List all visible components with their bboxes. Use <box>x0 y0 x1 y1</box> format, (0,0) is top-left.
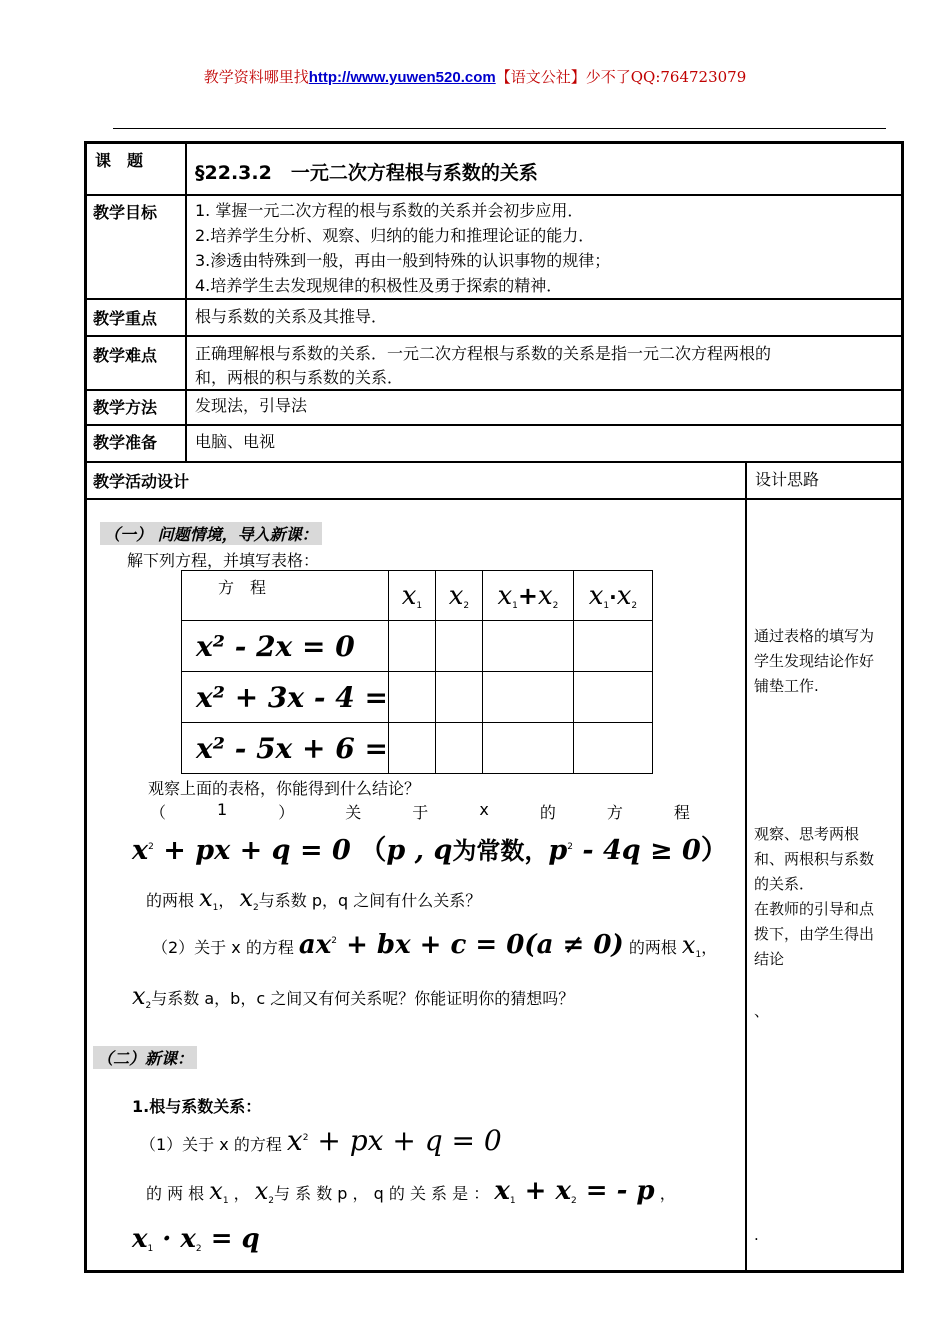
rel1-lead: （1）关于 x 的方程 <box>140 1135 282 1154</box>
intro-text: 解下列方程，并填写表格： <box>127 551 320 570</box>
goal-4: 4.培养学生去发现规律的积极性及勇于探索的精神． <box>195 276 563 295</box>
side-note-line: 拨下，由学生得出 <box>754 925 875 943</box>
table-header-x2: $x_2$ <box>435 571 482 621</box>
relation-1: （1）关于 x 的方程 $x^2$ + px + q = 0 <box>140 1124 502 1157</box>
q1-roots-label: 的两根 <box>146 891 195 910</box>
side-note-line: 在教师的引导和点 <box>754 900 875 918</box>
side-note-line: 通过表格的填写为 <box>754 627 875 645</box>
relation-product: $x_1 \cdot x_2 = q$ <box>132 1224 260 1254</box>
section-1-heading: （一） 问题情境，导入新课： <box>100 522 322 545</box>
row-key-label-cell <box>86 299 186 336</box>
rel1-roots-label: 的 两 根 <box>146 1184 205 1203</box>
row-topic-label-cell <box>86 143 186 195</box>
answer-cell[interactable] <box>482 672 573 723</box>
answer-cell[interactable] <box>388 672 435 723</box>
q2-roots-label: 的两根 <box>628 938 677 957</box>
row-activity-label-cell <box>86 462 746 499</box>
side-mark-1: 、 <box>754 1002 770 1020</box>
side-mark-2: . <box>754 1226 759 1244</box>
row-goals-value-cell <box>186 195 902 299</box>
q2-lead: （2）关于 x 的方程 <box>152 938 294 957</box>
table-header-product: $x_1\cdot x_2$ <box>573 571 652 621</box>
row-prep-label-cell <box>86 425 186 462</box>
label-activity: 教学活动设计 <box>93 472 190 491</box>
side-note-line: 结论 <box>754 950 785 968</box>
page-header <box>0 66 950 87</box>
row-method-label-cell <box>86 390 186 425</box>
question-2: （2）关于 x 的方程 $ax^2$ + bx + c = 0(a ≠ 0) 的两根 $x_1$， <box>152 930 718 960</box>
relation-title: 1.根与系数关系： <box>132 1097 262 1116</box>
answer-cell[interactable] <box>573 723 652 774</box>
row-goals-label-cell <box>86 195 186 299</box>
prep-value: 电脑、电视 <box>195 432 276 451</box>
side-note-2 <box>754 822 874 972</box>
side-note-line: 铺垫工作. <box>754 677 819 695</box>
goal-2: 2.培养学生分析、观察、归纳的能力和推理论证的能力． <box>195 226 595 245</box>
q1-char: （ <box>150 803 167 822</box>
row-difficulty-label-cell <box>86 336 186 390</box>
section-2-heading: （二）新课： <box>93 1046 197 1069</box>
answer-cell[interactable] <box>435 672 482 723</box>
q1-char: 于 <box>412 803 429 822</box>
side-note-1 <box>754 624 874 699</box>
answer-cell[interactable] <box>388 723 435 774</box>
q1-char: 关 <box>345 803 362 822</box>
side-note-line: 观察、思考两根 <box>754 825 860 843</box>
relation-1-tail: 的 两 根 $x_1$ ， $x_2$与 系 数 p ， q 的 关 系 是 ： $x_1 + x_2$ = - p ， <box>146 1176 676 1206</box>
q1-char: x <box>479 800 489 819</box>
header-link[interactable]: http://www.yuwen520.com <box>308 69 496 86</box>
q1-char: 程 <box>673 803 690 822</box>
answer-cell[interactable] <box>573 672 652 723</box>
table-row <box>182 621 653 672</box>
label-prep: 教学准备 <box>93 433 158 452</box>
answer-cell[interactable] <box>388 621 435 672</box>
row-topic-value-cell <box>186 143 902 195</box>
q1-char: 1 <box>217 800 228 819</box>
table-row <box>182 672 653 723</box>
side-note-line: 和、两根积与系数 <box>754 850 875 868</box>
difficulty-line-2: 和，两根的积与系数的关系． <box>195 368 404 387</box>
equation-3: x² - 5x + 6 = <box>196 731 388 765</box>
question-2-tail: $x_2$与系数 a，b，c 之间又有何关系呢？你能证明你的猜想吗？ <box>132 982 575 1011</box>
table-header-sum: $x_1+x_2$ <box>482 571 573 621</box>
question-1-equation: $x^2$ + px + q = 0 （p , q为常数，$p^2 - 4q \ge 0$） <box>132 835 728 866</box>
lesson-title: §22.3.2 一元二次方程根与系数的关系 <box>195 162 538 184</box>
goal-3: 3.渗透由特殊到一般，再由一般到特殊的认识事物的规律； <box>195 251 611 270</box>
row-difficulty-value-cell <box>186 336 902 390</box>
difficulty-line-1: 正确理解根与系数的关系．一元二次方程根与系数的关系是指一元二次方程两根的 <box>195 344 772 363</box>
q1-char: ） <box>278 803 295 822</box>
table-header-equation: 方 程 <box>218 578 267 597</box>
side-note-line: 学生发现结论作好 <box>754 652 875 670</box>
table-row <box>182 723 653 774</box>
label-design-idea: 设计思路 <box>755 470 820 489</box>
label-key: 教学重点 <box>93 309 158 328</box>
label-method: 教学方法 <box>93 398 158 417</box>
answer-cell[interactable] <box>435 723 482 774</box>
goal-1: 1. 掌握一元二次方程的根与系数的关系并会初步应用． <box>195 201 584 220</box>
answer-cell[interactable] <box>573 621 652 672</box>
header-suffix: 【语文公社】少不了QQ:764723079 <box>495 68 747 86</box>
header-rule <box>113 128 886 129</box>
answer-cell[interactable] <box>435 621 482 672</box>
label-topic: 课 题 <box>95 151 144 170</box>
rel1-relation-label: 与 系 数 p ， q 的 关 系 是 ： <box>274 1184 490 1203</box>
label-difficulty: 教学难点 <box>93 346 158 365</box>
row-prep-value-cell <box>186 425 902 462</box>
q1-question: 与系数 p，q 之间有什么关系？ <box>258 891 482 910</box>
equation-1: x² - 2x = 0 <box>196 629 355 663</box>
method-value: 发现法，引导法 <box>195 396 308 415</box>
q2-question: 与系数 a，b，c 之间又有何关系呢？你能证明你的猜想吗？ <box>151 989 575 1008</box>
question-1-lead <box>150 800 690 823</box>
fill-in-table <box>181 570 653 774</box>
row-activity-side-cell <box>746 462 902 499</box>
row-method-value-cell <box>186 390 902 425</box>
equation-2: x² + 3x - 4 = <box>196 680 388 714</box>
key-point: 根与系数的关系及其推导． <box>195 307 388 326</box>
header-prefix: 教学资料哪里找 <box>203 68 309 86</box>
label-goals: 教学目标 <box>93 203 158 222</box>
q1-constant-label: 为常数， <box>452 837 549 865</box>
row-key-value-cell <box>186 299 902 336</box>
answer-cell[interactable] <box>482 621 573 672</box>
q1-char: 方 <box>606 803 623 822</box>
side-note-line: 的关系． <box>754 875 815 893</box>
observe-question: 观察上面的表格，你能得到什么结论？ <box>148 779 421 798</box>
question-1-tail: 的两根 $x_1$， $x_2$与系数 p，q 之间有什么关系？ <box>146 884 482 913</box>
table-header-x1: $x_1$ <box>388 571 435 621</box>
q1-char: 的 <box>539 803 556 822</box>
answer-cell[interactable] <box>482 723 573 774</box>
